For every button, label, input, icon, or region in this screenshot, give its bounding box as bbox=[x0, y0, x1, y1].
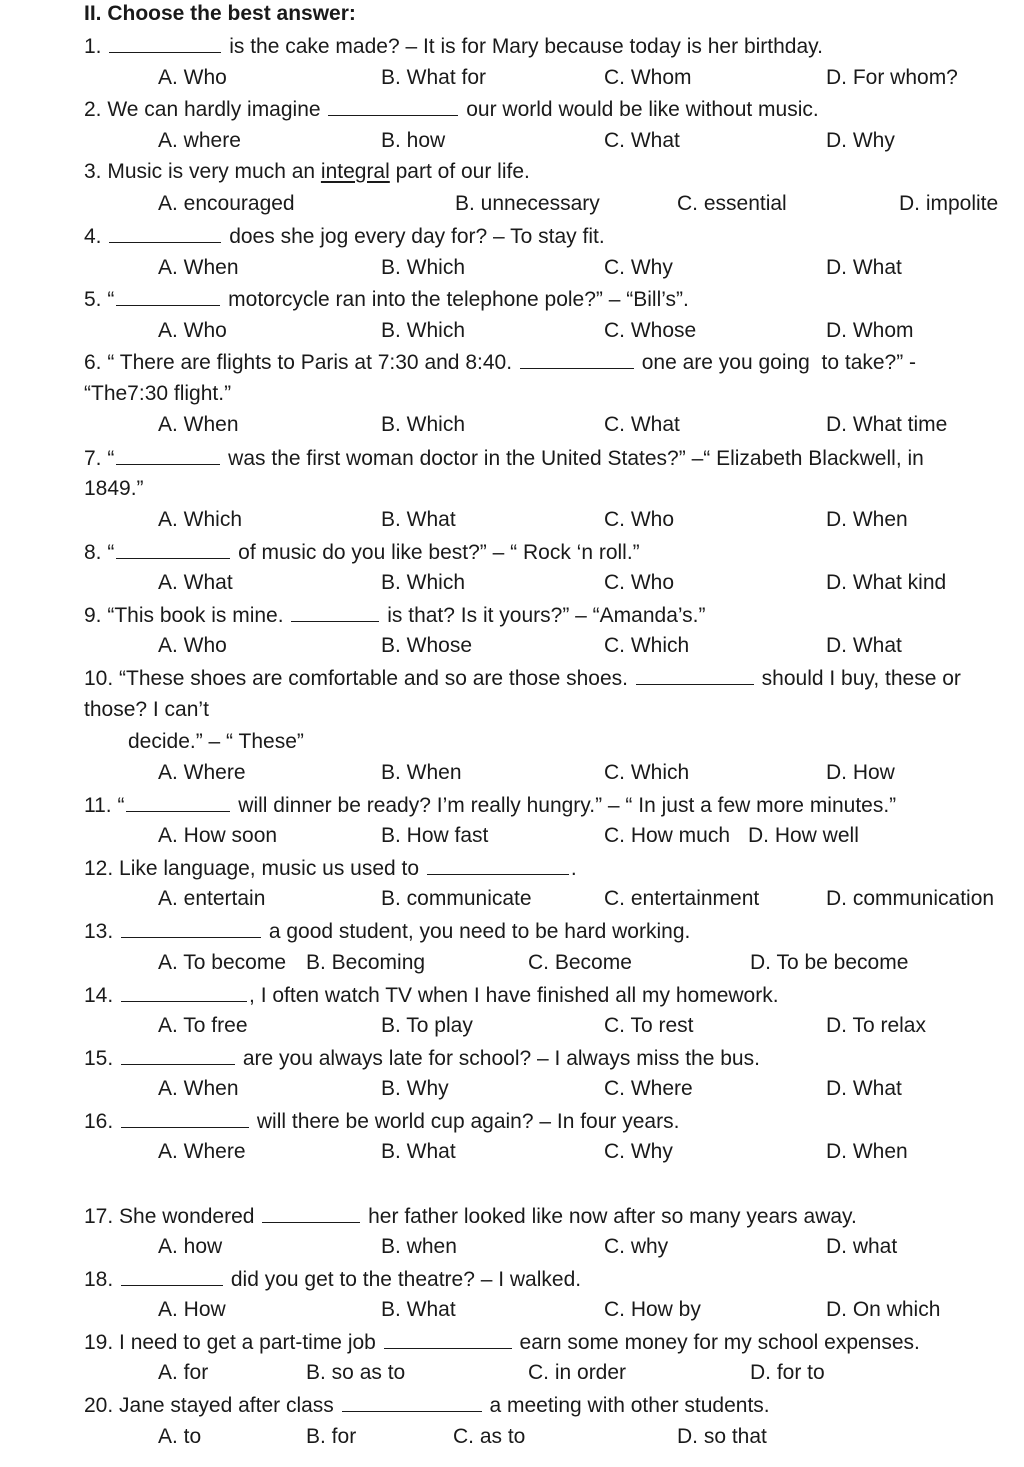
question-1-answer-blank[interactable] bbox=[109, 34, 221, 53]
question-18-text-after: did you get to the theatre? – I walked. bbox=[225, 1268, 582, 1291]
question-14-option-a[interactable]: A. To free bbox=[158, 1014, 248, 1037]
question-12-option-a[interactable]: A. entertain bbox=[158, 887, 266, 910]
question-19-stem bbox=[84, 1330, 920, 1355]
question-20-option-b[interactable]: B. for bbox=[306, 1425, 357, 1448]
question-14-answer-blank[interactable] bbox=[121, 983, 247, 1002]
question-8-option-c[interactable]: C. Who bbox=[604, 571, 675, 594]
question-18-stem bbox=[84, 1267, 581, 1292]
question-12-answer-blank[interactable] bbox=[427, 856, 569, 875]
question-17-option-d[interactable]: D. what bbox=[826, 1235, 898, 1258]
question-19-option-c[interactable]: C. in order bbox=[528, 1361, 627, 1384]
question-10-continuation: those? I can’t bbox=[84, 698, 209, 721]
question-10-text-before: 10. “These shoes are comfortable and so are those shoes. bbox=[84, 667, 634, 690]
question-4-stem bbox=[84, 224, 605, 249]
question-3-text-before: 3. Music is very much an bbox=[84, 160, 321, 183]
question-1-text-before: 1. bbox=[84, 35, 108, 58]
question-10-option-a[interactable]: A. Where bbox=[158, 761, 246, 784]
question-8-stem bbox=[84, 540, 640, 565]
question-12-text-after: . bbox=[570, 857, 577, 880]
question-20-text-after: a meeting with other students. bbox=[483, 1394, 770, 1417]
question-2-answer-blank[interactable] bbox=[328, 97, 458, 116]
question-15-text-after: are you always late for school? – I always miss the bus. bbox=[237, 1047, 760, 1070]
question-6-text-after: one are you going to take?” - bbox=[635, 351, 917, 374]
question-10-continuation-2: decide.” – “ These” bbox=[128, 730, 304, 753]
question-11-stem bbox=[84, 793, 896, 818]
question-14-option-b[interactable]: B. To play bbox=[381, 1014, 473, 1037]
question-20-option-c[interactable]: C. as to bbox=[453, 1425, 526, 1448]
question-8-option-a[interactable]: A. What bbox=[158, 571, 233, 594]
question-5-option-b[interactable]: B. Which bbox=[381, 319, 466, 342]
question-18-text-before: 18. bbox=[84, 1268, 120, 1291]
question-19-text-before: 19. I need to get a part-time job bbox=[84, 1331, 382, 1354]
question-6-text-before: 6. “ There are flights to Paris at 7:30 and 8:40. bbox=[84, 351, 518, 374]
question-3-text-after: part of our life. bbox=[389, 160, 530, 183]
question-15-option-a[interactable]: A. When bbox=[158, 1077, 239, 1100]
question-14-option-c[interactable]: C. To rest bbox=[604, 1014, 694, 1037]
question-6-option-c[interactable]: C. What bbox=[604, 413, 680, 436]
question-11-option-b[interactable]: B. How fast bbox=[381, 824, 489, 847]
question-10-text-after: should I buy, these or bbox=[755, 667, 961, 690]
question-18-option-d[interactable]: D. On which bbox=[826, 1298, 941, 1321]
question-17-answer-blank[interactable] bbox=[262, 1204, 360, 1223]
question-20-option-d[interactable]: D. so that bbox=[677, 1425, 767, 1448]
question-18-option-a[interactable]: A. How bbox=[158, 1298, 226, 1321]
question-11-option-d[interactable]: D. How well bbox=[748, 824, 859, 847]
question-11-answer-blank[interactable] bbox=[126, 793, 230, 812]
question-4-option-c[interactable]: C. Why bbox=[604, 256, 673, 279]
question-16-option-d[interactable]: D. When bbox=[826, 1140, 908, 1163]
question-18-option-c[interactable]: C. How by bbox=[604, 1298, 701, 1321]
question-9-option-b[interactable]: B. Whose bbox=[381, 634, 473, 657]
question-12-stem bbox=[84, 856, 577, 881]
question-5-text-after: motorcycle ran into the telephone pole?” – “Bill’s”. bbox=[222, 288, 689, 311]
question-9-answer-blank[interactable] bbox=[291, 603, 379, 622]
question-15-option-d[interactable]: D. What bbox=[826, 1077, 902, 1100]
question-10-stem bbox=[84, 666, 961, 691]
question-8-answer-blank[interactable] bbox=[116, 540, 230, 559]
question-19-option-a[interactable]: A. for bbox=[158, 1361, 209, 1384]
question-15-option-c[interactable]: C. Where bbox=[604, 1077, 693, 1100]
question-11-option-c[interactable]: C. How much bbox=[604, 824, 731, 847]
question-8-option-b[interactable]: B. Which bbox=[381, 571, 466, 594]
question-16-option-c[interactable]: C. Why bbox=[604, 1140, 673, 1163]
question-13-stem bbox=[84, 919, 690, 944]
question-2-stem bbox=[84, 97, 819, 122]
question-4-option-a[interactable]: A. When bbox=[158, 256, 239, 279]
question-16-text-before: 16. bbox=[84, 1110, 120, 1133]
question-16-option-b[interactable]: B. What bbox=[381, 1140, 456, 1163]
question-6-answer-blank[interactable] bbox=[520, 350, 634, 369]
question-12-text-before: 12. Like language, music us used to bbox=[84, 857, 425, 880]
question-4-option-b[interactable]: B. Which bbox=[381, 256, 466, 279]
question-19-option-d[interactable]: D. for to bbox=[750, 1361, 825, 1384]
question-19-text-after: earn some money for my school expenses. bbox=[513, 1331, 920, 1354]
question-13-option-b[interactable]: B. Becoming bbox=[306, 951, 426, 974]
question-7-option-b[interactable]: B. What bbox=[381, 508, 456, 531]
question-2-text-after: our world would be like without music. bbox=[460, 98, 819, 121]
question-20-text-before: 20. Jane stayed after class bbox=[84, 1394, 340, 1417]
question-12-option-b[interactable]: B. communicate bbox=[381, 887, 532, 910]
question-5-option-c[interactable]: C. Whose bbox=[604, 319, 697, 342]
question-2-option-d[interactable]: D. Why bbox=[826, 129, 895, 152]
question-20-answer-blank[interactable] bbox=[342, 1393, 482, 1412]
question-17-option-a[interactable]: A. how bbox=[158, 1235, 223, 1258]
question-7-option-d[interactable]: D. When bbox=[826, 508, 908, 531]
question-15-answer-blank[interactable] bbox=[121, 1046, 235, 1065]
question-1-option-c[interactable]: C. Whom bbox=[604, 66, 692, 89]
question-17-text-after: her father looked like now after so many years away. bbox=[362, 1205, 857, 1228]
question-15-text-before: 15. bbox=[84, 1047, 120, 1070]
question-17-stem bbox=[84, 1204, 857, 1229]
question-17-option-b[interactable]: B. when bbox=[381, 1235, 457, 1258]
question-7-answer-blank[interactable] bbox=[116, 446, 220, 465]
question-4-text-after: does she jog every day for? – To stay fit. bbox=[223, 225, 605, 248]
question-8-option-d[interactable]: D. What kind bbox=[826, 571, 947, 594]
question-13-option-a[interactable]: A. To become bbox=[158, 951, 287, 974]
question-14-text-before: 14. bbox=[84, 984, 120, 1007]
section-title: II. Choose the best answer: bbox=[84, 2, 356, 25]
question-3-underlined-word: integral bbox=[320, 160, 390, 183]
question-19-answer-blank[interactable] bbox=[384, 1330, 512, 1349]
question-15-option-b[interactable]: B. Why bbox=[381, 1077, 449, 1100]
question-14-text-after: , I often watch TV when I have finished all my homework. bbox=[249, 984, 779, 1007]
question-5-option-d[interactable]: D. Whom bbox=[826, 319, 914, 342]
question-9-option-a[interactable]: A. Who bbox=[158, 634, 227, 657]
question-7-text-before: 7. “ bbox=[84, 447, 115, 470]
question-10-option-c[interactable]: C. Which bbox=[604, 761, 690, 784]
question-4-answer-blank[interactable] bbox=[109, 224, 221, 243]
question-2-option-b[interactable]: B. how bbox=[381, 129, 446, 152]
question-15-stem bbox=[84, 1046, 760, 1071]
question-16-option-a[interactable]: A. Where bbox=[158, 1140, 246, 1163]
question-1-text-after: is the cake made? – It is for Mary because today is her birthday. bbox=[223, 35, 823, 58]
question-19-option-b[interactable]: B. so as to bbox=[306, 1361, 406, 1384]
question-13-option-c[interactable]: C. Become bbox=[528, 951, 632, 974]
question-6-continuation: “The7:30 flight.” bbox=[84, 382, 232, 405]
question-7-option-c[interactable]: C. Who bbox=[604, 508, 675, 531]
question-3-option-c[interactable]: C. essential bbox=[677, 192, 787, 215]
question-13-option-d[interactable]: D. To be become bbox=[750, 951, 909, 974]
question-18-answer-blank[interactable] bbox=[121, 1267, 223, 1286]
question-9-option-d[interactable]: D. What bbox=[826, 634, 902, 657]
question-1-stem bbox=[84, 34, 823, 59]
question-13-text-before: 13. bbox=[84, 920, 120, 943]
question-20-stem bbox=[84, 1393, 770, 1418]
question-17-text-before: 17. She wondered bbox=[84, 1205, 261, 1228]
question-10-option-d[interactable]: D. How bbox=[826, 761, 895, 784]
question-13-text-after: a good student, you need to be hard working. bbox=[263, 920, 691, 943]
question-10-answer-blank[interactable] bbox=[636, 666, 754, 685]
question-9-stem bbox=[84, 603, 705, 628]
question-4-option-d[interactable]: D. What bbox=[826, 256, 902, 279]
question-12-option-d[interactable]: D. communication bbox=[826, 887, 995, 910]
question-8-text-after: of music do you like best?” – “ Rock ‘n roll.” bbox=[232, 541, 640, 564]
question-3-stem bbox=[84, 160, 530, 184]
question-6-option-a[interactable]: A. When bbox=[158, 413, 239, 436]
question-11-text-after: will dinner be ready? I’m really hungry.” – “ In just a few more minutes.” bbox=[232, 794, 897, 817]
question-3-option-d[interactable]: D. impolite bbox=[899, 192, 999, 215]
question-2-option-a[interactable]: A. where bbox=[158, 129, 241, 152]
question-2-option-c[interactable]: C. What bbox=[604, 129, 680, 152]
question-9-text-before: 9. “This book is mine. bbox=[84, 604, 290, 627]
question-16-stem bbox=[84, 1109, 679, 1134]
question-20-option-a[interactable]: A. to bbox=[158, 1425, 202, 1448]
question-11-text-before: 11. “ bbox=[84, 794, 125, 817]
question-18-option-b[interactable]: B. What bbox=[381, 1298, 456, 1321]
question-5-text-before: 5. “ bbox=[84, 288, 115, 311]
question-17-option-c[interactable]: C. why bbox=[604, 1235, 669, 1258]
question-7-continuation: 1849.” bbox=[84, 477, 144, 500]
question-5-answer-blank[interactable] bbox=[116, 287, 220, 306]
question-1-option-b[interactable]: B. What for bbox=[381, 66, 487, 89]
question-16-answer-blank[interactable] bbox=[121, 1109, 249, 1128]
question-14-stem bbox=[84, 983, 779, 1008]
question-7-option-a[interactable]: A. Which bbox=[158, 508, 243, 531]
question-9-text-after: is that? Is it yours?” – “Amanda’s.” bbox=[381, 604, 706, 627]
question-14-option-d[interactable]: D. To relax bbox=[826, 1014, 926, 1037]
question-1-option-d[interactable]: D. For whom? bbox=[826, 66, 958, 89]
question-1-option-a[interactable]: A. Who bbox=[158, 66, 227, 89]
question-9-option-c[interactable]: C. Which bbox=[604, 634, 690, 657]
question-7-stem bbox=[84, 446, 924, 471]
question-5-option-a[interactable]: A. Who bbox=[158, 319, 227, 342]
question-4-text-before: 4. bbox=[84, 225, 108, 248]
question-11-option-a[interactable]: A. How soon bbox=[158, 824, 278, 847]
question-3-option-b[interactable]: B. unnecessary bbox=[455, 192, 600, 215]
question-10-option-b[interactable]: B. When bbox=[381, 761, 462, 784]
question-16-text-after: will there be world cup again? – In four years. bbox=[251, 1110, 680, 1133]
question-2-text-before: 2. We can hardly imagine bbox=[84, 98, 327, 121]
question-13-answer-blank[interactable] bbox=[121, 919, 261, 938]
question-6-stem bbox=[84, 350, 916, 375]
question-8-text-before: 8. “ bbox=[84, 541, 115, 564]
question-6-option-d[interactable]: D. What time bbox=[826, 413, 948, 436]
question-3-option-a[interactable]: A. encouraged bbox=[158, 192, 295, 215]
question-6-option-b[interactable]: B. Which bbox=[381, 413, 466, 436]
question-7-text-after: was the first woman doctor in the United States?” –“ Elizabeth Blackwell, in bbox=[222, 447, 924, 470]
question-5-stem bbox=[84, 287, 689, 312]
question-12-option-c[interactable]: C. entertainment bbox=[604, 887, 760, 910]
